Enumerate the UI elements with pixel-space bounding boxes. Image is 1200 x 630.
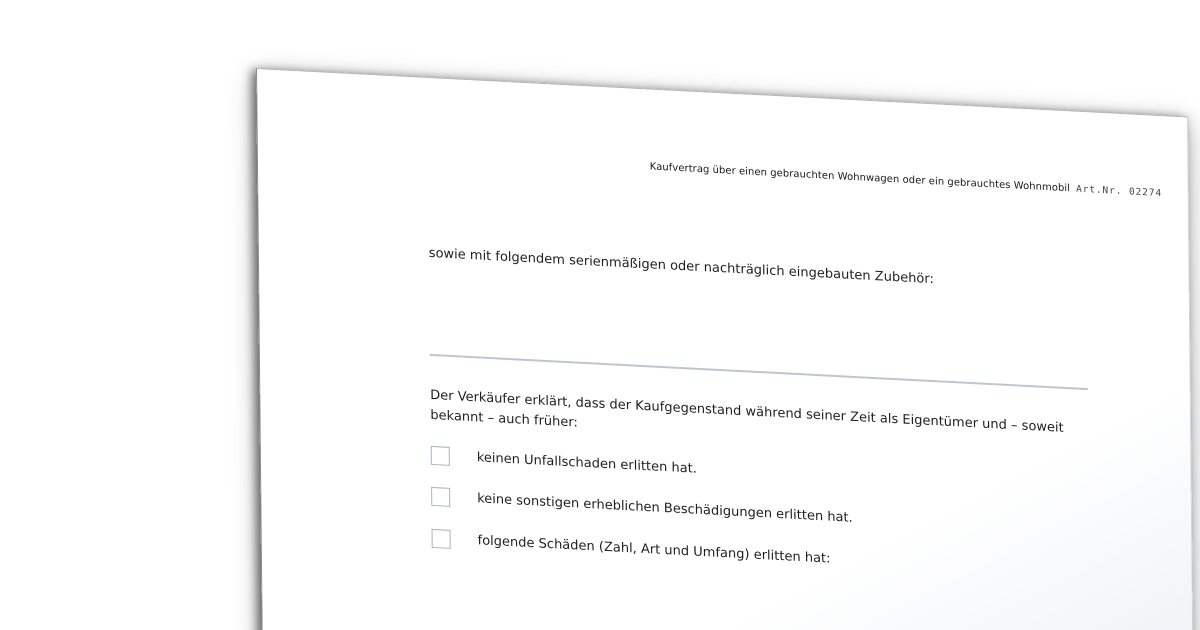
accessory-text: sowie mit folgendem serienmäßigen oder nachträglich eingebauten Zubehör: — [428, 245, 934, 288]
checkbox-following-damage[interactable] — [432, 529, 451, 549]
checkbox-no-other-damage[interactable] — [431, 487, 450, 507]
document-page — [256, 68, 1194, 630]
accessory-entry-line[interactable] — [430, 354, 1088, 390]
seller-declaration-text: Der Verkäufer erklärt, dass der Kaufgegenstand während seiner Zeit als Eigentümer und – soweit bekannt – auch früher: — [430, 387, 1064, 436]
option-label: keine sonstigen erheblichen Beschädigungen erlitten hat. — [477, 491, 853, 526]
option-label: folgende Schäden (Zahl, Art und Umfang) erlitten hat: — [477, 533, 831, 567]
option-label: keinen Unfallschaden erlitten hat. — [476, 450, 697, 477]
document-header-title: Kaufvertrag über einen gebrauchten Wohnwagen oder ein gebrauchtes Wohnmobil — [649, 161, 1071, 195]
checkbox-no-accident-damage[interactable] — [431, 446, 450, 466]
document-header — [650, 161, 1162, 199]
article-number: Art.Nr. 02274 — [1075, 183, 1163, 200]
